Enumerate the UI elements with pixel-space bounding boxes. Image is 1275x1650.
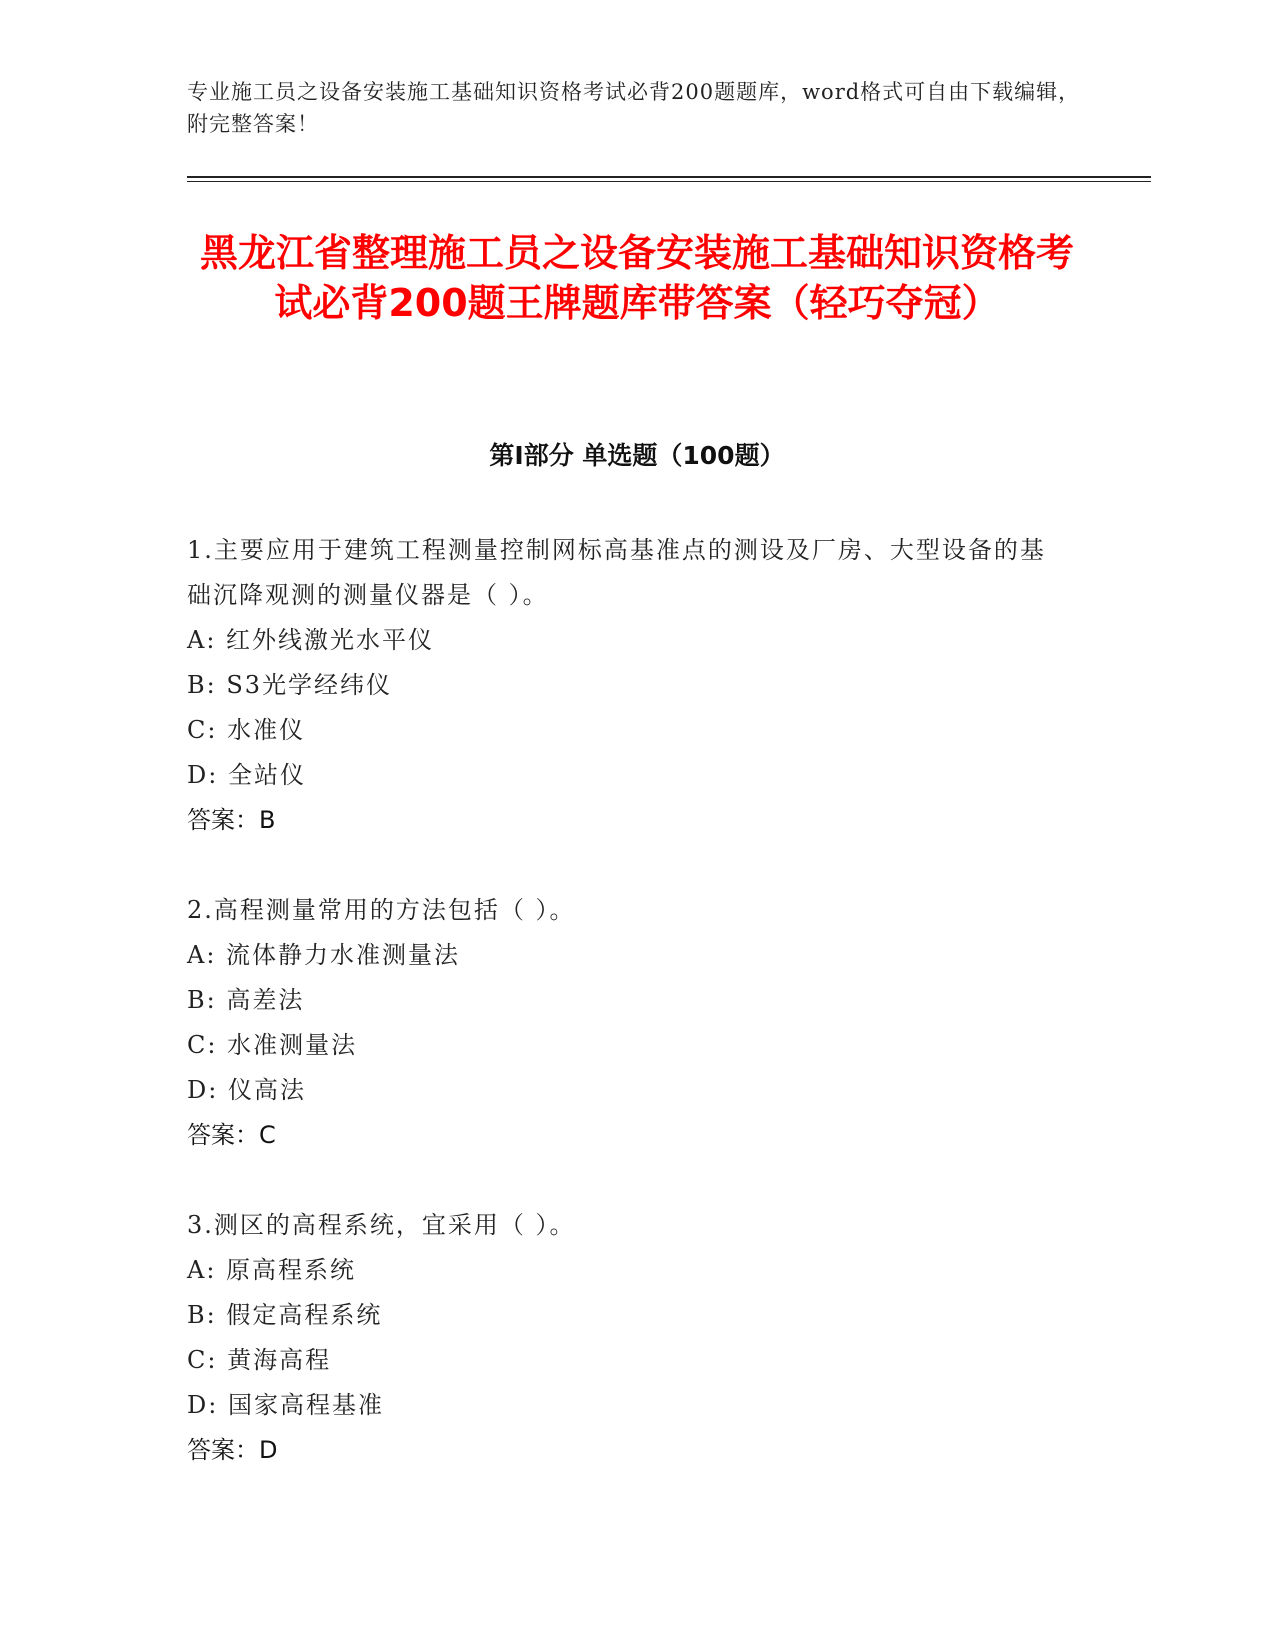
question-item bbox=[187, 888, 1087, 1158]
answer-label: 答案：C bbox=[187, 1121, 276, 1149]
question-text: 2.高程测量常用的方法包括（ ）。 bbox=[187, 896, 576, 924]
header-divider-thin bbox=[187, 181, 1151, 182]
option-a: A: 流体静力水准测量法 bbox=[187, 941, 461, 969]
option-d: D: 国家高程基准 bbox=[187, 1391, 384, 1419]
section-title: 第Ⅰ部分 单选题（100题） bbox=[489, 441, 785, 470]
option-a: A: 原高程系统 bbox=[187, 1256, 357, 1284]
option-b: B: 假定高程系统 bbox=[187, 1301, 383, 1329]
option-a: A: 红外线激光水平仪 bbox=[187, 626, 435, 654]
question-item bbox=[187, 1203, 1087, 1473]
option-b: B: S3光学经纬仪 bbox=[187, 671, 393, 699]
header-note: 专业施工员之设备安装施工基础知识资格考试必背200题题库，word格式可自由下载编辑，附完整答案！ bbox=[187, 80, 1081, 136]
option-d: D: 全站仪 bbox=[187, 761, 306, 789]
option-c: C: 水准测量法 bbox=[187, 1031, 358, 1059]
question-text: 3.测区的高程系统，宜采用（ ）。 bbox=[187, 1211, 576, 1239]
option-b: B: 高差法 bbox=[187, 986, 305, 1014]
question-text: 1.主要应用于建筑工程测量控制网标高基准点的测设及厂房、大型设备的基础沉降观测的测量仪器是（ ）。 bbox=[187, 536, 1046, 609]
option-d: D: 仪高法 bbox=[187, 1076, 306, 1104]
header-divider-thick bbox=[187, 176, 1151, 178]
question-item bbox=[187, 528, 1087, 843]
answer-label: 答案：B bbox=[187, 806, 276, 834]
option-c: C: 黄海高程 bbox=[187, 1346, 332, 1374]
answer-label: 答案：D bbox=[187, 1436, 278, 1464]
option-c: C: 水准仪 bbox=[187, 716, 306, 744]
question-list bbox=[187, 528, 1087, 1518]
document-title: 黑龙江省整理施工员之设备安装施工基础知识资格考试必背200题王牌题库带答案（轻巧夺冠） bbox=[199, 231, 1074, 325]
